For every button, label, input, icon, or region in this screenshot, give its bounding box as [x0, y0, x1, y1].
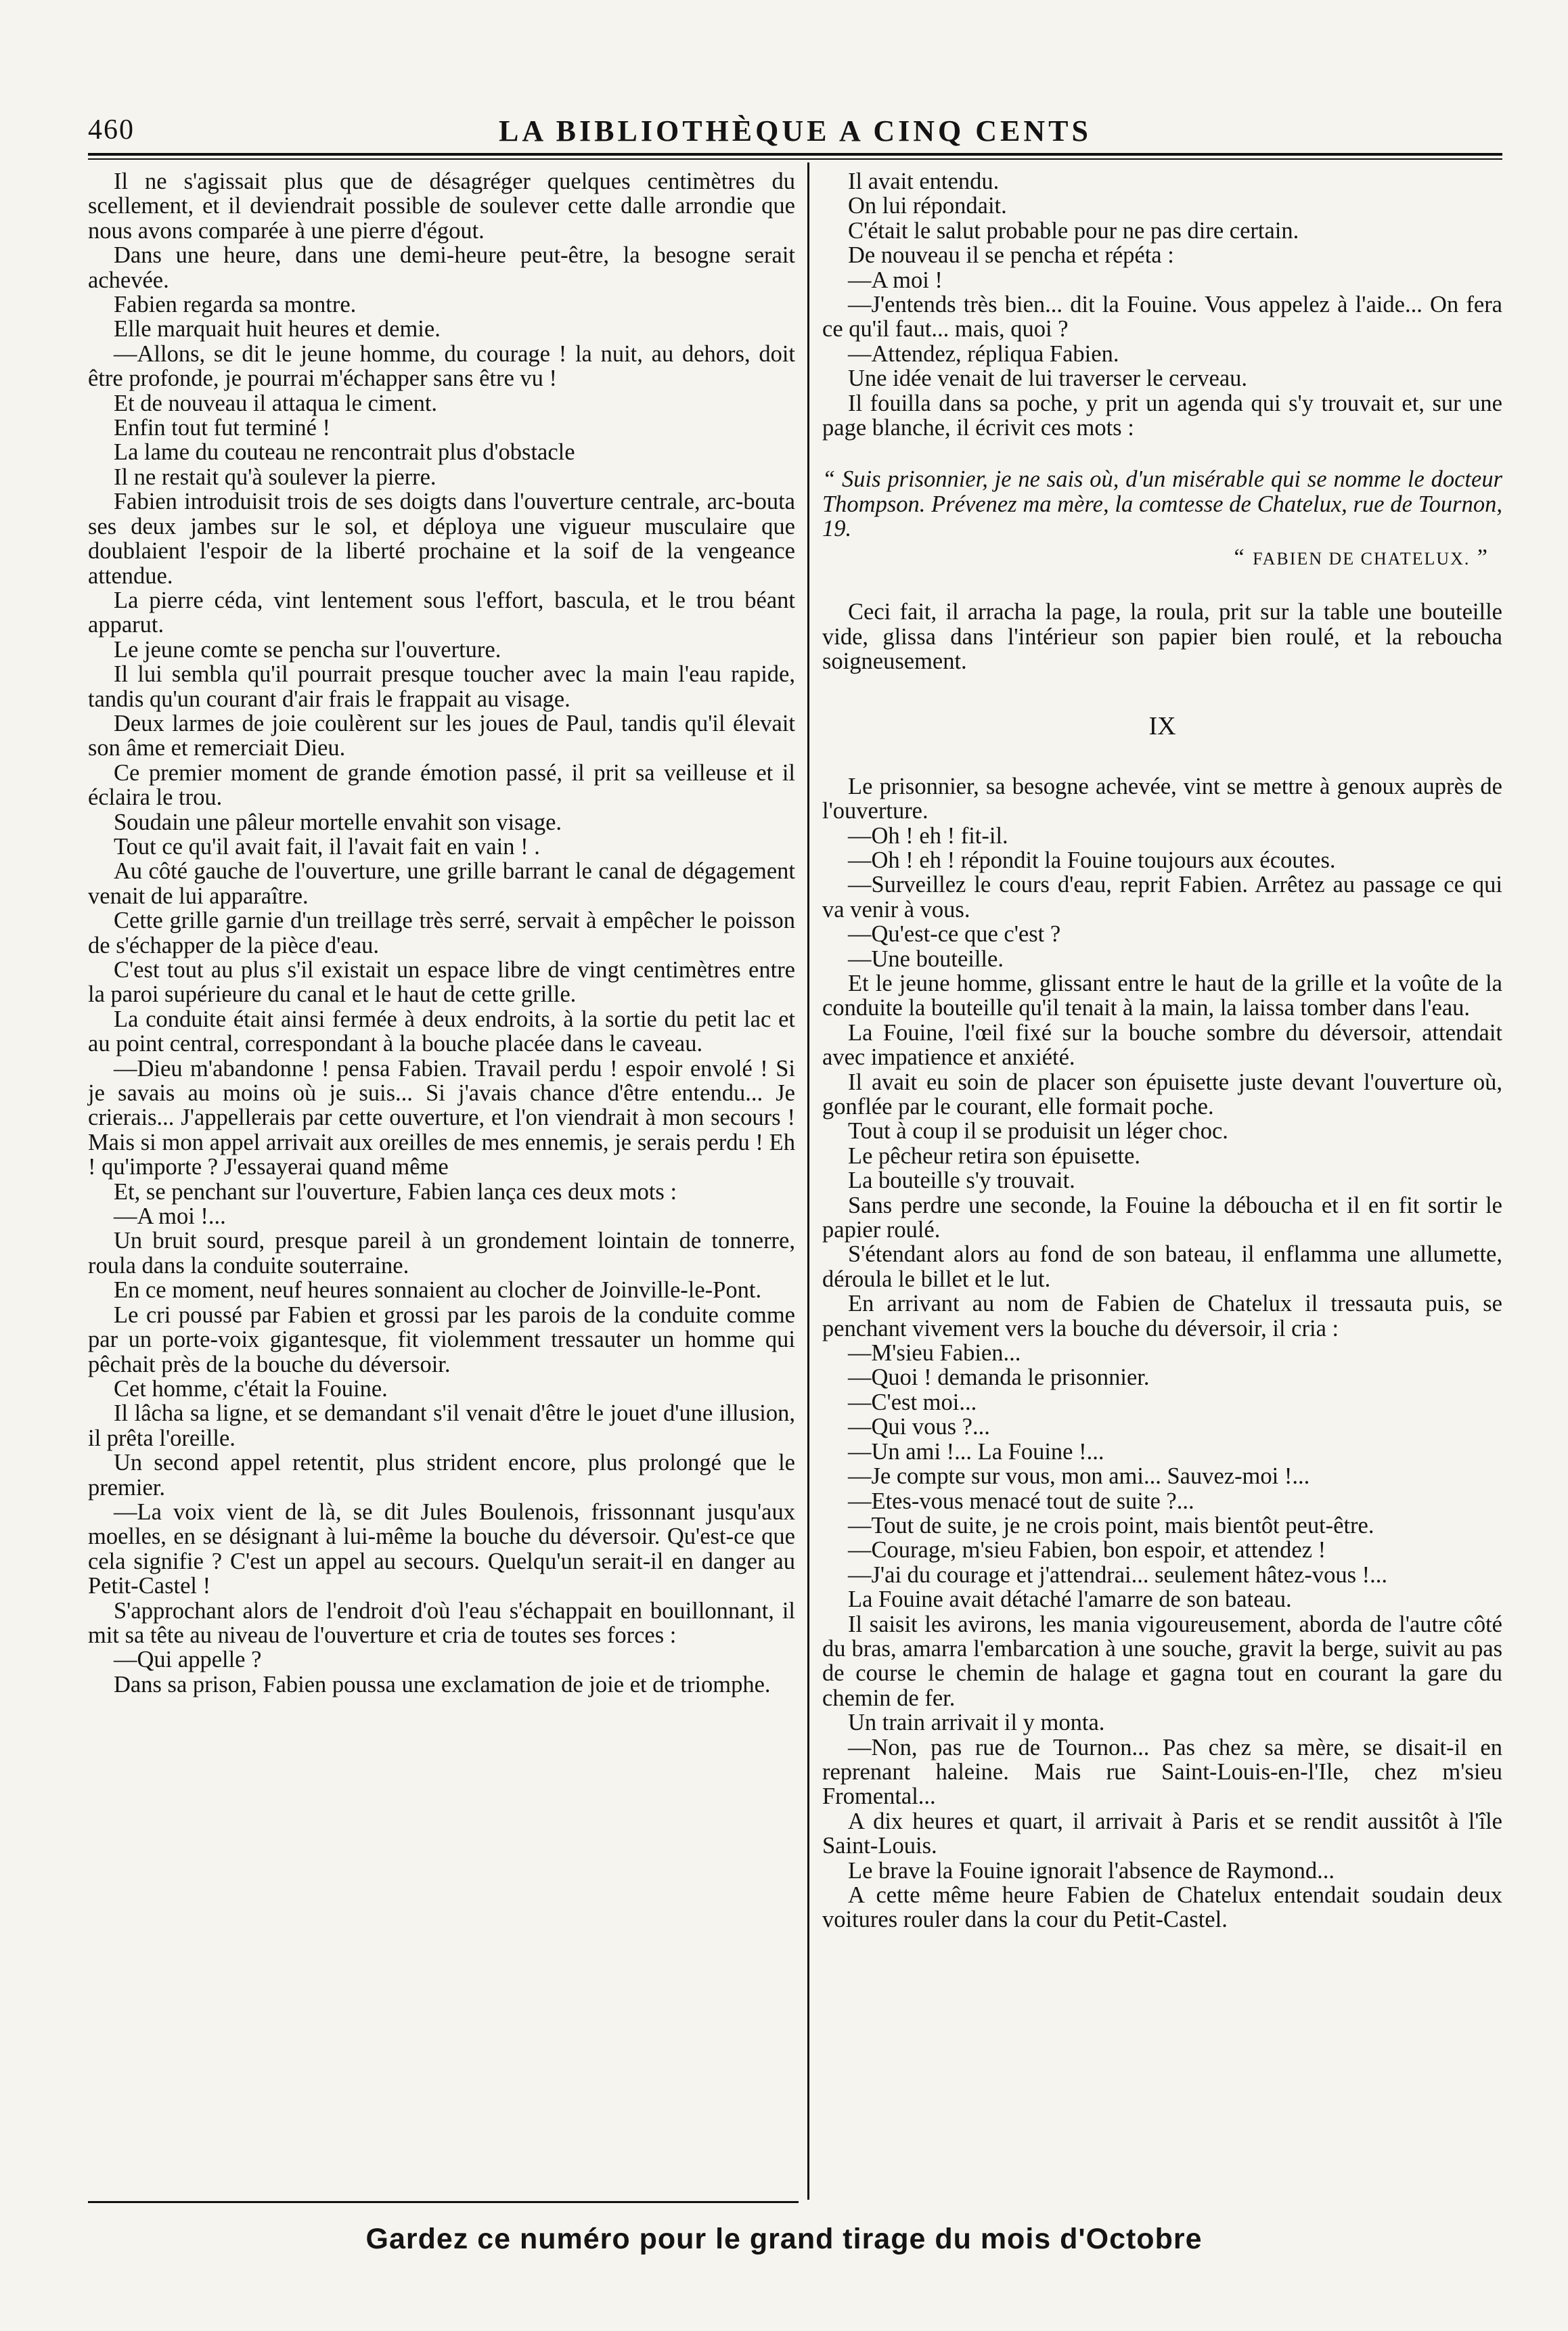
paragraph: —Quoi ! demanda le prisonnier. [848, 1364, 1150, 1391]
paragraph: Le jeune comte se pencha sur l'ouverture. [114, 636, 501, 663]
paragraph: —Surveillez le cours d'eau, reprit Fabien. Arrêtez au passage ce qui va venir à vous. [822, 872, 1502, 923]
right-column [822, 169, 1502, 1932]
paragraph: —Qui appelle ? [114, 1647, 262, 1673]
paragraph: —J'ai du courage et j'attendrai... seulement hâtez-vous !... [848, 1561, 1388, 1588]
paragraph: —Qu'est-ce que c'est ? [848, 921, 1061, 948]
right-column-top [822, 169, 1502, 440]
paragraph: —Une bouteille. [848, 946, 1004, 972]
paragraph: Le prisonnier, sa besogne achevée, vint se mettre à genoux auprès de l'ouverture. [822, 773, 1502, 824]
paragraph: —Non, pas rue de Tournon... Pas chez sa mère, se disait-il en reprenant haleine. Mais rue Saint-Louis-en-l'Ile, chez m'sieu Fromental... [822, 1734, 1502, 1810]
paragraph: Une idée venait de lui traverser le cerveau. [848, 365, 1248, 392]
paragraph: Et le jeune homme, glissant entre le haut de la grille et la voûte de la conduite la bouteille qu'il tenait à la main, la laissa tomber dans l'eau. [822, 970, 1502, 1021]
paragraph: Un second appel retentit, plus strident encore, plus prolongé que le premier. [88, 1450, 795, 1501]
footer-notice: Gardez ce numéro pour le grand tirage du mois d'Octobre [365, 2223, 1203, 2255]
prisoner-note: “ Suis prisonnier, je ne sais où, d'un misérable qui se nomme le docteur Thompson. Prévenez ma mère, la comtesse de Chatelux, rue de Tournon, 19. [822, 466, 1502, 542]
paragraph: —Je compte sur vous, mon ami... Sauvez-moi !... [848, 1463, 1310, 1490]
paragraph: Au côté gauche de l'ouverture, une grille barrant le canal de dégagement venait de lui apparaître. [88, 858, 795, 909]
header-rule [88, 153, 1502, 156]
paragraph: —J'entends très bien... dit la Fouine. Vous appelez à l'aide... On fera ce qu'il faut... mais, quoi ? [822, 292, 1502, 342]
paragraph: Tout à coup il se produisit un léger choc. [848, 1118, 1228, 1145]
paragraph: —A moi !... [114, 1203, 226, 1230]
paragraph: Cette grille garnie d'un treillage très serré, servait à empêcher le poisson de s'échapper de la pièce d'eau. [88, 908, 795, 958]
paragraph: —Allons, se dit le jeune homme, du courage ! la nuit, au dehors, doit être profonde, je pourrai m'échapper sans être vu ! [88, 340, 795, 392]
paragraph: Soudain une pâleur mortelle envahit son visage. [114, 809, 562, 835]
paragraph: Dans une heure, dans une demi-heure peut-être, la besogne serait achevée. [88, 242, 795, 293]
paragraph: Il ne restait qu'à soulever la pierre. [114, 464, 436, 490]
footer-rule [88, 2201, 799, 2203]
paragraph: Et, se penchant sur l'ouverture, Fabien lança ces deux mots : [114, 1178, 677, 1205]
paragraph: —Tout de suite, je ne crois point, mais bientôt peut-être. [848, 1512, 1374, 1538]
paragraph: Le cri poussé par Fabien et grossi par les parois de la conduite comme par un porte-voix gigantesque, fit violemment tressauter un homme qui pêchait près de la bouche du déversoir. [88, 1302, 795, 1377]
paragraph: La Fouine, l'œil fixé sur la bouche sombre du déversoir, attendait avec impatience et anxiété. [822, 1019, 1502, 1071]
paragraph: Enfin tout fut terminé ! [114, 415, 331, 441]
paragraph: —Oh ! eh ! fit-il. [848, 822, 1008, 849]
paragraph: Un bruit sourd, presque pareil à un grondement lointain de tonnerre, roula dans la conduite souterraine. [88, 1228, 795, 1279]
column-divider [807, 162, 809, 2200]
paragraph: S'approchant alors de l'endroit d'où l'eau s'échappait en bouillonnant, il mit sa tête au niveau de l'ouverture et cria de toutes ses forces : [88, 1597, 795, 1648]
paragraph: Fabien introduisit trois de ses doigts dans l'ouverture centrale, arc-bouta ses deux jambes sur le sol, et déploya une vigueur musculaire que doublaient l'espoir de la liberté prochaine et la soif de la vengeance attendue. [88, 489, 795, 589]
paragraph: —Attendez, répliqua Fabien. [848, 340, 1119, 367]
paragraph: A dix heures et quart, il arrivait à Paris et se rendit aussitôt à l'île Saint-Louis. [822, 1808, 1502, 1859]
paragraph: Cet homme, c'était la Fouine. [114, 1375, 388, 1402]
paragraph: En ce moment, neuf heures sonnaient au clocher de Joinville-le-Pont. [114, 1277, 762, 1304]
paragraph: —M'sieu Fabien... [848, 1340, 1021, 1367]
section-heading: IX [1148, 712, 1176, 741]
paragraph: Il lui sembla qu'il pourrait presque toucher avec la main l'eau rapide, tandis qu'un courant d'air frais le frappait au visage. [88, 661, 795, 712]
paragraph: Dans sa prison, Fabien poussa une exclamation de joie et de triomphe. [114, 1671, 771, 1697]
paragraph: Le brave la Fouine ignorait l'absence de Raymond... [848, 1857, 1335, 1884]
paragraph: —Un ami !... La Fouine !... [848, 1438, 1104, 1465]
header-rule-thin [88, 158, 1502, 160]
paragraph: Il saisit les avirons, les mania vigoureusement, aborda de l'autre côté du bras, amarra l'embarcation à une souche, gravit la berge, suivit au pas de course le chemin de halage et gagna tout en courant la gare du chemin de fer. [822, 1611, 1502, 1711]
paragraph: La lame du couteau ne rencontrait plus d'obstacle [114, 439, 575, 466]
paragraph: Il avait entendu. [848, 169, 1000, 194]
right-column-bottom [822, 774, 1502, 1932]
paragraph: Tout ce qu'il avait fait, il l'avait fait en vain ! . [114, 833, 540, 860]
paragraph: C'est tout au plus s'il existait un espace libre de vingt centimètres entre la paroi supérieure du canal et le haut de cette grille. [88, 957, 795, 1008]
paragraph: Fabien regarda sa montre. [114, 292, 357, 318]
left-column [88, 169, 795, 1697]
paragraph: Elle marquait huit heures et demie. [114, 316, 441, 342]
paragraph: Et de nouveau il attaqua le ciment. [114, 390, 438, 416]
paragraph: —Qui vous ?... [848, 1414, 990, 1440]
paragraph: C'était le salut probable pour ne pas dire certain. [848, 217, 1299, 244]
paragraph: —Etes-vous menacé tout de suite ?... [848, 1488, 1194, 1514]
paragraph: Ce premier moment de grande émotion passé, il prit sa veilleuse et il éclaira le trou. [88, 759, 795, 811]
paragraph: Ceci fait, il arracha la page, la roula, prit sur la table une bouteille vide, glissa dans l'intérieur son papier bien roulé, et la reboucha soigneusement. [822, 599, 1502, 674]
paragraph: Un train arrivait il y monta. [848, 1710, 1105, 1736]
paragraph: S'étendant alors au fond de son bateau, il enflamma une allumette, déroula le billet et le lut. [822, 1241, 1502, 1292]
page-header [88, 114, 1502, 154]
paragraph: Il fouilla dans sa poche, y prit un agenda qui s'y trouvait et, sur une page blanche, il écrivit ces mots : [822, 390, 1502, 441]
paragraph: —La voix vient de là, se dit Jules Boulenois, frissonnant jusqu'aux moelles, en se désignant à lui-même la bouche du déversoir. Qu'est-ce que cela signifie ? C'est un appel au secours. Quelqu'un serait-il en danger au Petit-Castel ! [88, 1498, 795, 1599]
paragraph: Deux larmes de joie coulèrent sur les joues de Paul, tandis qu'il élevait son âme et remerciait Dieu. [88, 710, 795, 761]
paragraph: Il lâcha sa ligne, et se demandant s'il venait d'être le jouet d'une illusion, il prêta l'oreille. [88, 1400, 795, 1451]
paragraph: Il ne s'agissait plus que de désagréger quelques centimètres du scellement, et il deviendrait possible de soulever cette dalle arrondie que nous avons comparée à une pierre d'égout. [88, 169, 795, 244]
paragraph: Sans perdre une seconde, la Fouine la déboucha et il en fit sortir le papier roulé. [822, 1192, 1502, 1243]
paragraph: En arrivant au nom de Fabien de Chatelux il tressauta puis, se penchant vivement vers la bouche du déversoir, il cria : [822, 1291, 1502, 1341]
paragraph: —C'est moi... [848, 1389, 977, 1415]
note-signature: “ FABIEN DE CHATELUX. ” [1234, 544, 1489, 570]
paragraph: —A moi ! [848, 267, 943, 293]
paragraph: Le pêcheur retira son épuisette. [848, 1142, 1141, 1169]
paragraph: La Fouine avait détaché l'amarre de son bateau. [848, 1586, 1292, 1613]
paragraph: Il avait eu soin de placer son épuisette juste devant l'ouverture où, gonflée par le courant, elle formait poche. [822, 1069, 1502, 1119]
paragraph: —Dieu m'abandonne ! pensa Fabien. Travail perdu ! espoir envolé ! Si je savais au moins où je suis... Si j'avais chance d'être entendu... Je crierais... J'appellerais par cette ouverture, et l'on viendrait à mon secours ! Mais si mon appel arrivait aux oreilles de mes ennemis, je serais perdu ! Eh ! qu'importe ? J'essayerai quand même [88, 1055, 795, 1180]
paragraph: La conduite était ainsi fermée à deux endroits, à la sortie du petit lac et au point central, correspondant à la bouche placée dans le caveau. [88, 1006, 795, 1057]
paragraph: A cette même heure Fabien de Chatelux entendait soudain deux voitures rouler dans la cour du Petit-Castel. [822, 1882, 1502, 1933]
paragraph: On lui répondait. [848, 193, 1007, 219]
publication-title: LA BIBLIOTHÈQUE A CINQ CENTS [498, 114, 1092, 148]
paragraph: La pierre céda, vint lentement sous l'effort, bascula, et le trou béant apparut. [88, 587, 795, 638]
paragraph: —Courage, m'sieu Fabien, bon espoir, et attendez ! [848, 1537, 1326, 1563]
paragraph: De nouveau il se pencha et répéta : [848, 242, 1174, 269]
paragraph: —Oh ! eh ! répondit la Fouine toujours aux écoutes. [848, 847, 1336, 873]
page-number: 460 [88, 114, 135, 146]
paragraph: La bouteille s'y trouvait. [848, 1168, 1075, 1194]
note-signature-text: FABIEN DE CHATELUX. [1253, 548, 1471, 569]
